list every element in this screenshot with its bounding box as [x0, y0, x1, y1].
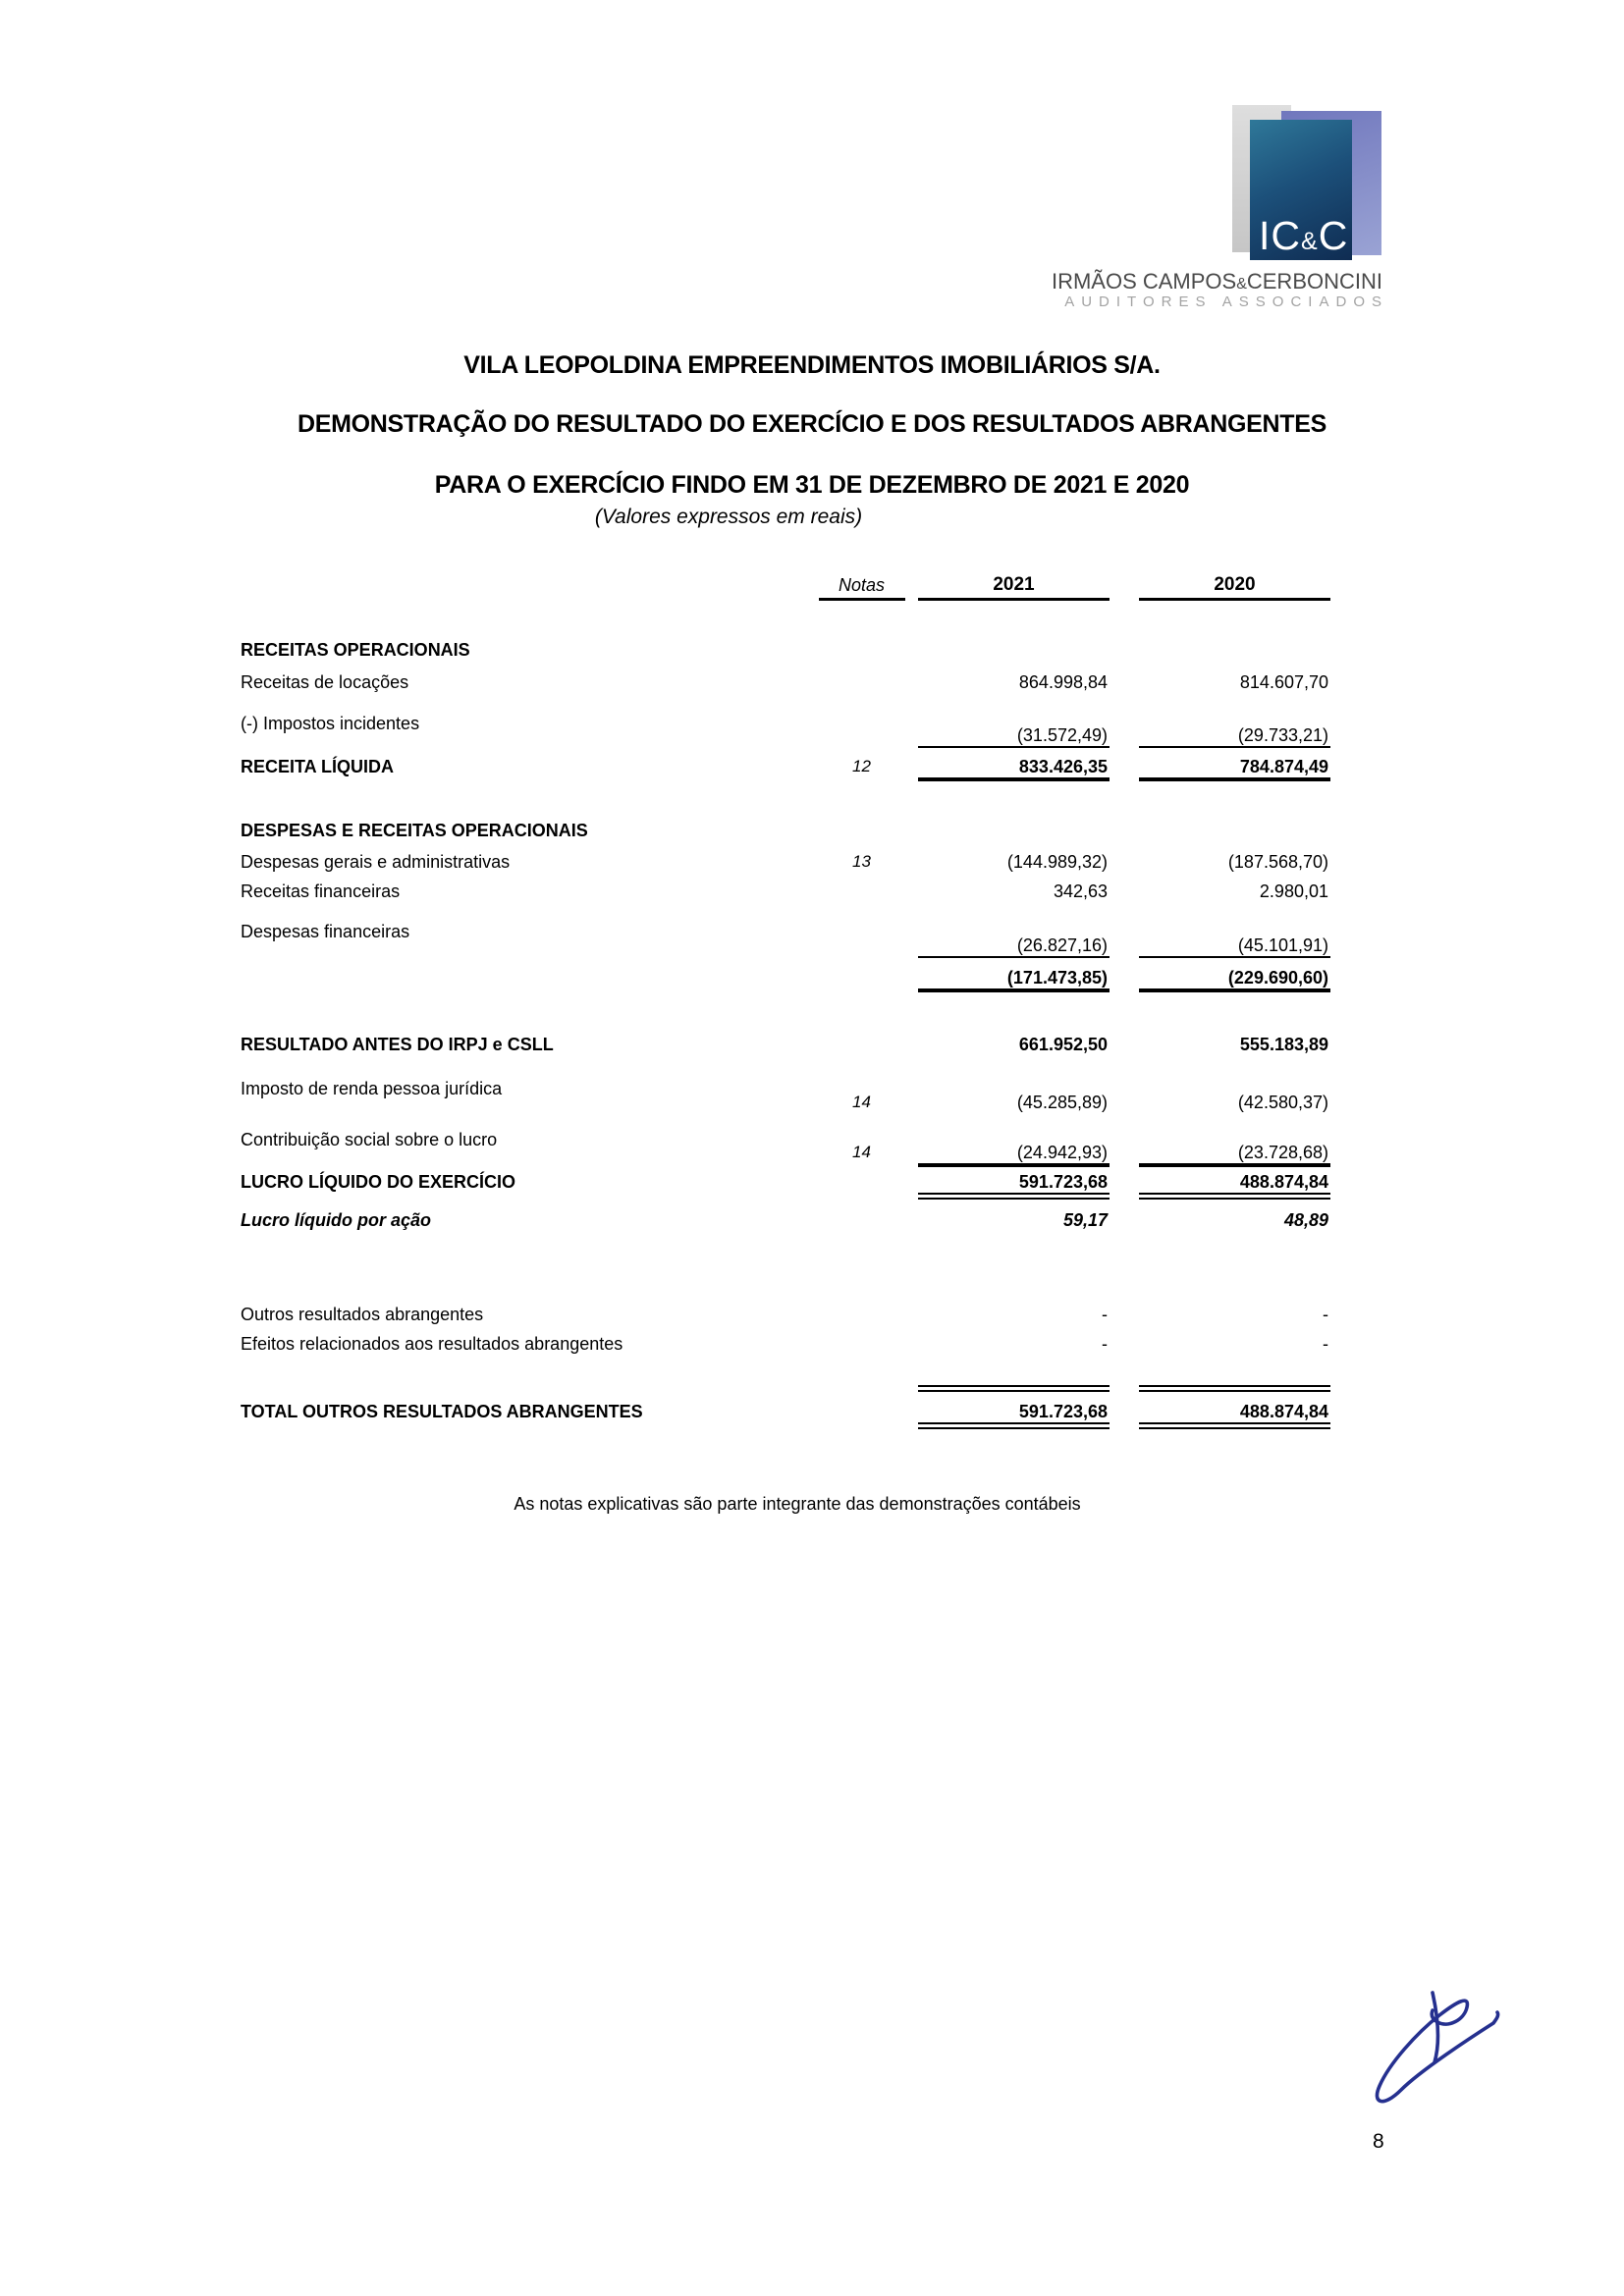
auditor-logo: [1021, 98, 1394, 319]
row-value-2021: 591.723,68: [918, 1171, 1110, 1200]
table-row-receitas-operacionais-header: [241, 639, 1330, 661]
row-label: RECEITAS OPERACIONAIS: [241, 640, 470, 660]
row-label: Receitas financeiras: [241, 881, 401, 901]
table-row-receitas-de-locacoes: [241, 671, 1330, 693]
table-row-lucro-liquido: [241, 1171, 1330, 1200]
row-label: Lucro líquido por ação: [241, 1210, 432, 1230]
row-label: Despesas gerais e administrativas: [241, 852, 511, 872]
row-label: RESULTADO ANTES DO IRPJ e CSLL: [241, 1035, 554, 1054]
column-header-2020: 2020: [1139, 572, 1330, 601]
row-value-2021: (24.942,93): [918, 1142, 1110, 1167]
row-value-2021: 591.723,68: [918, 1385, 1110, 1429]
table-row-despesas-receitas-header: [241, 820, 1330, 841]
income-statement-table: [241, 567, 1330, 1451]
row-value-2020: 814.607,70: [1239, 672, 1328, 692]
logo-navy-square: [1250, 120, 1352, 260]
row-value-2021: -: [1102, 1305, 1108, 1324]
row-label: LUCRO LÍQUIDO DO EXERCÍCIO: [241, 1172, 516, 1192]
row-label: Contribuição social sobre o lucro: [241, 1130, 498, 1149]
row-value-2021: (31.572,49): [918, 724, 1110, 748]
row-note-number: 14: [852, 1143, 871, 1161]
row-label: Outros resultados abrangentes: [241, 1305, 484, 1324]
row-value-2020: 48,89: [1283, 1210, 1328, 1230]
row-value-2020: -: [1323, 1305, 1328, 1324]
row-label: Efeitos relacionados aos resultados abrangentes: [241, 1334, 623, 1354]
row-value-2021: (144.989,32): [1006, 852, 1108, 872]
row-note-number: 13: [852, 852, 871, 871]
auditor-company-name: IRMÃOS CAMPOS&CERBONCINI: [1051, 269, 1382, 294]
row-value-2020: (23.728,68): [1139, 1142, 1330, 1167]
row-value-2021: 661.952,50: [1018, 1035, 1108, 1054]
table-row-outros-resultados: [241, 1304, 1330, 1325]
table-row-receitas-financeiras: [241, 881, 1330, 902]
table-row-despesas-financeiras: [241, 921, 1330, 958]
row-value-2021: 833.426,35: [918, 756, 1110, 781]
row-value-2021: 59,17: [1062, 1210, 1108, 1230]
company-title: VILA LEOPOLDINA EMPREENDIMENTOS IMOBILIÁRIOS S/A.: [463, 351, 1161, 379]
column-header-2021: 2021: [918, 572, 1110, 601]
table-row-contribuicao-social: [241, 1129, 1330, 1167]
row-value-2020: 488.874,84: [1139, 1171, 1330, 1200]
row-label: RECEITA LÍQUIDA: [241, 757, 394, 776]
explanatory-note: As notas explicativas são parte integrante das demonstrações contábeis: [514, 1494, 1081, 1514]
row-label: TOTAL OUTROS RESULTADOS ABRANGENTES: [241, 1402, 643, 1421]
signature: [1368, 1966, 1510, 2115]
row-label: DESPESAS E RECEITAS OPERACIONAIS: [241, 821, 588, 840]
row-value-2020: 555.183,89: [1239, 1035, 1328, 1054]
table-row-resultado-antes-irpj: [241, 1034, 1330, 1055]
row-label: Despesas financeiras: [241, 922, 410, 941]
currency-note: (Valores expressos em reais): [594, 506, 863, 528]
table-row-total-outros-resultados: [241, 1385, 1330, 1429]
row-value-2020: (45.101,91): [1139, 934, 1330, 958]
row-note-number: 14: [852, 1093, 871, 1111]
column-header-notas: Notas: [805, 572, 918, 601]
table-row-despesas-gerais: [241, 851, 1330, 873]
row-value-2021: 342,63: [1053, 881, 1108, 901]
row-value-2020: 488.874,84: [1139, 1385, 1330, 1429]
row-value-2020: (29.733,21): [1139, 724, 1330, 748]
row-value-2021: (26.827,16): [918, 934, 1110, 958]
row-label: (-) Impostos incidentes: [241, 714, 420, 733]
auditor-company-subtitle: AUDITORES ASSOCIADOS: [1064, 294, 1388, 310]
row-value-2020: -: [1323, 1334, 1328, 1354]
table-row-receita-liquida: [241, 756, 1330, 781]
statement-title: DEMONSTRAÇÃO DO RESULTADO DO EXERCÍCIO E DOS RESULTADOS ABRANGENTES: [297, 410, 1326, 438]
logo-monogram: IC&C: [1259, 213, 1349, 258]
row-value-2020: 784.874,49: [1139, 756, 1330, 781]
table-row-imposto-renda: [241, 1078, 1330, 1113]
row-note-number: 12: [852, 757, 871, 775]
table-row-efeitos-relacionados: [241, 1333, 1330, 1355]
table-column-header: [241, 572, 1330, 601]
row-label: Imposto de renda pessoa jurídica: [241, 1079, 503, 1098]
row-value-2020: (42.580,37): [1237, 1093, 1328, 1112]
row-value-2020: (229.690,60): [1139, 967, 1330, 992]
period-title: PARA O EXERCÍCIO FINDO EM 31 DE DEZEMBRO DE 2021 E 2020: [434, 471, 1190, 499]
row-value-2021: (171.473,85): [918, 967, 1110, 992]
row-value-2021: (45.285,89): [1016, 1093, 1108, 1112]
table-row-impostos-incidentes: [241, 713, 1330, 748]
table-row-subtotal-operacional: [241, 967, 1330, 992]
table-row-lucro-por-acao: [241, 1209, 1330, 1231]
row-value-2021: 864.998,84: [1018, 672, 1108, 692]
row-value-2021: -: [1102, 1334, 1108, 1354]
row-value-2020: 2.980,01: [1259, 881, 1328, 901]
page-number: 8: [1373, 2130, 1384, 2153]
row-label: Receitas de locações: [241, 672, 409, 692]
row-value-2020: (187.568,70): [1227, 852, 1328, 872]
